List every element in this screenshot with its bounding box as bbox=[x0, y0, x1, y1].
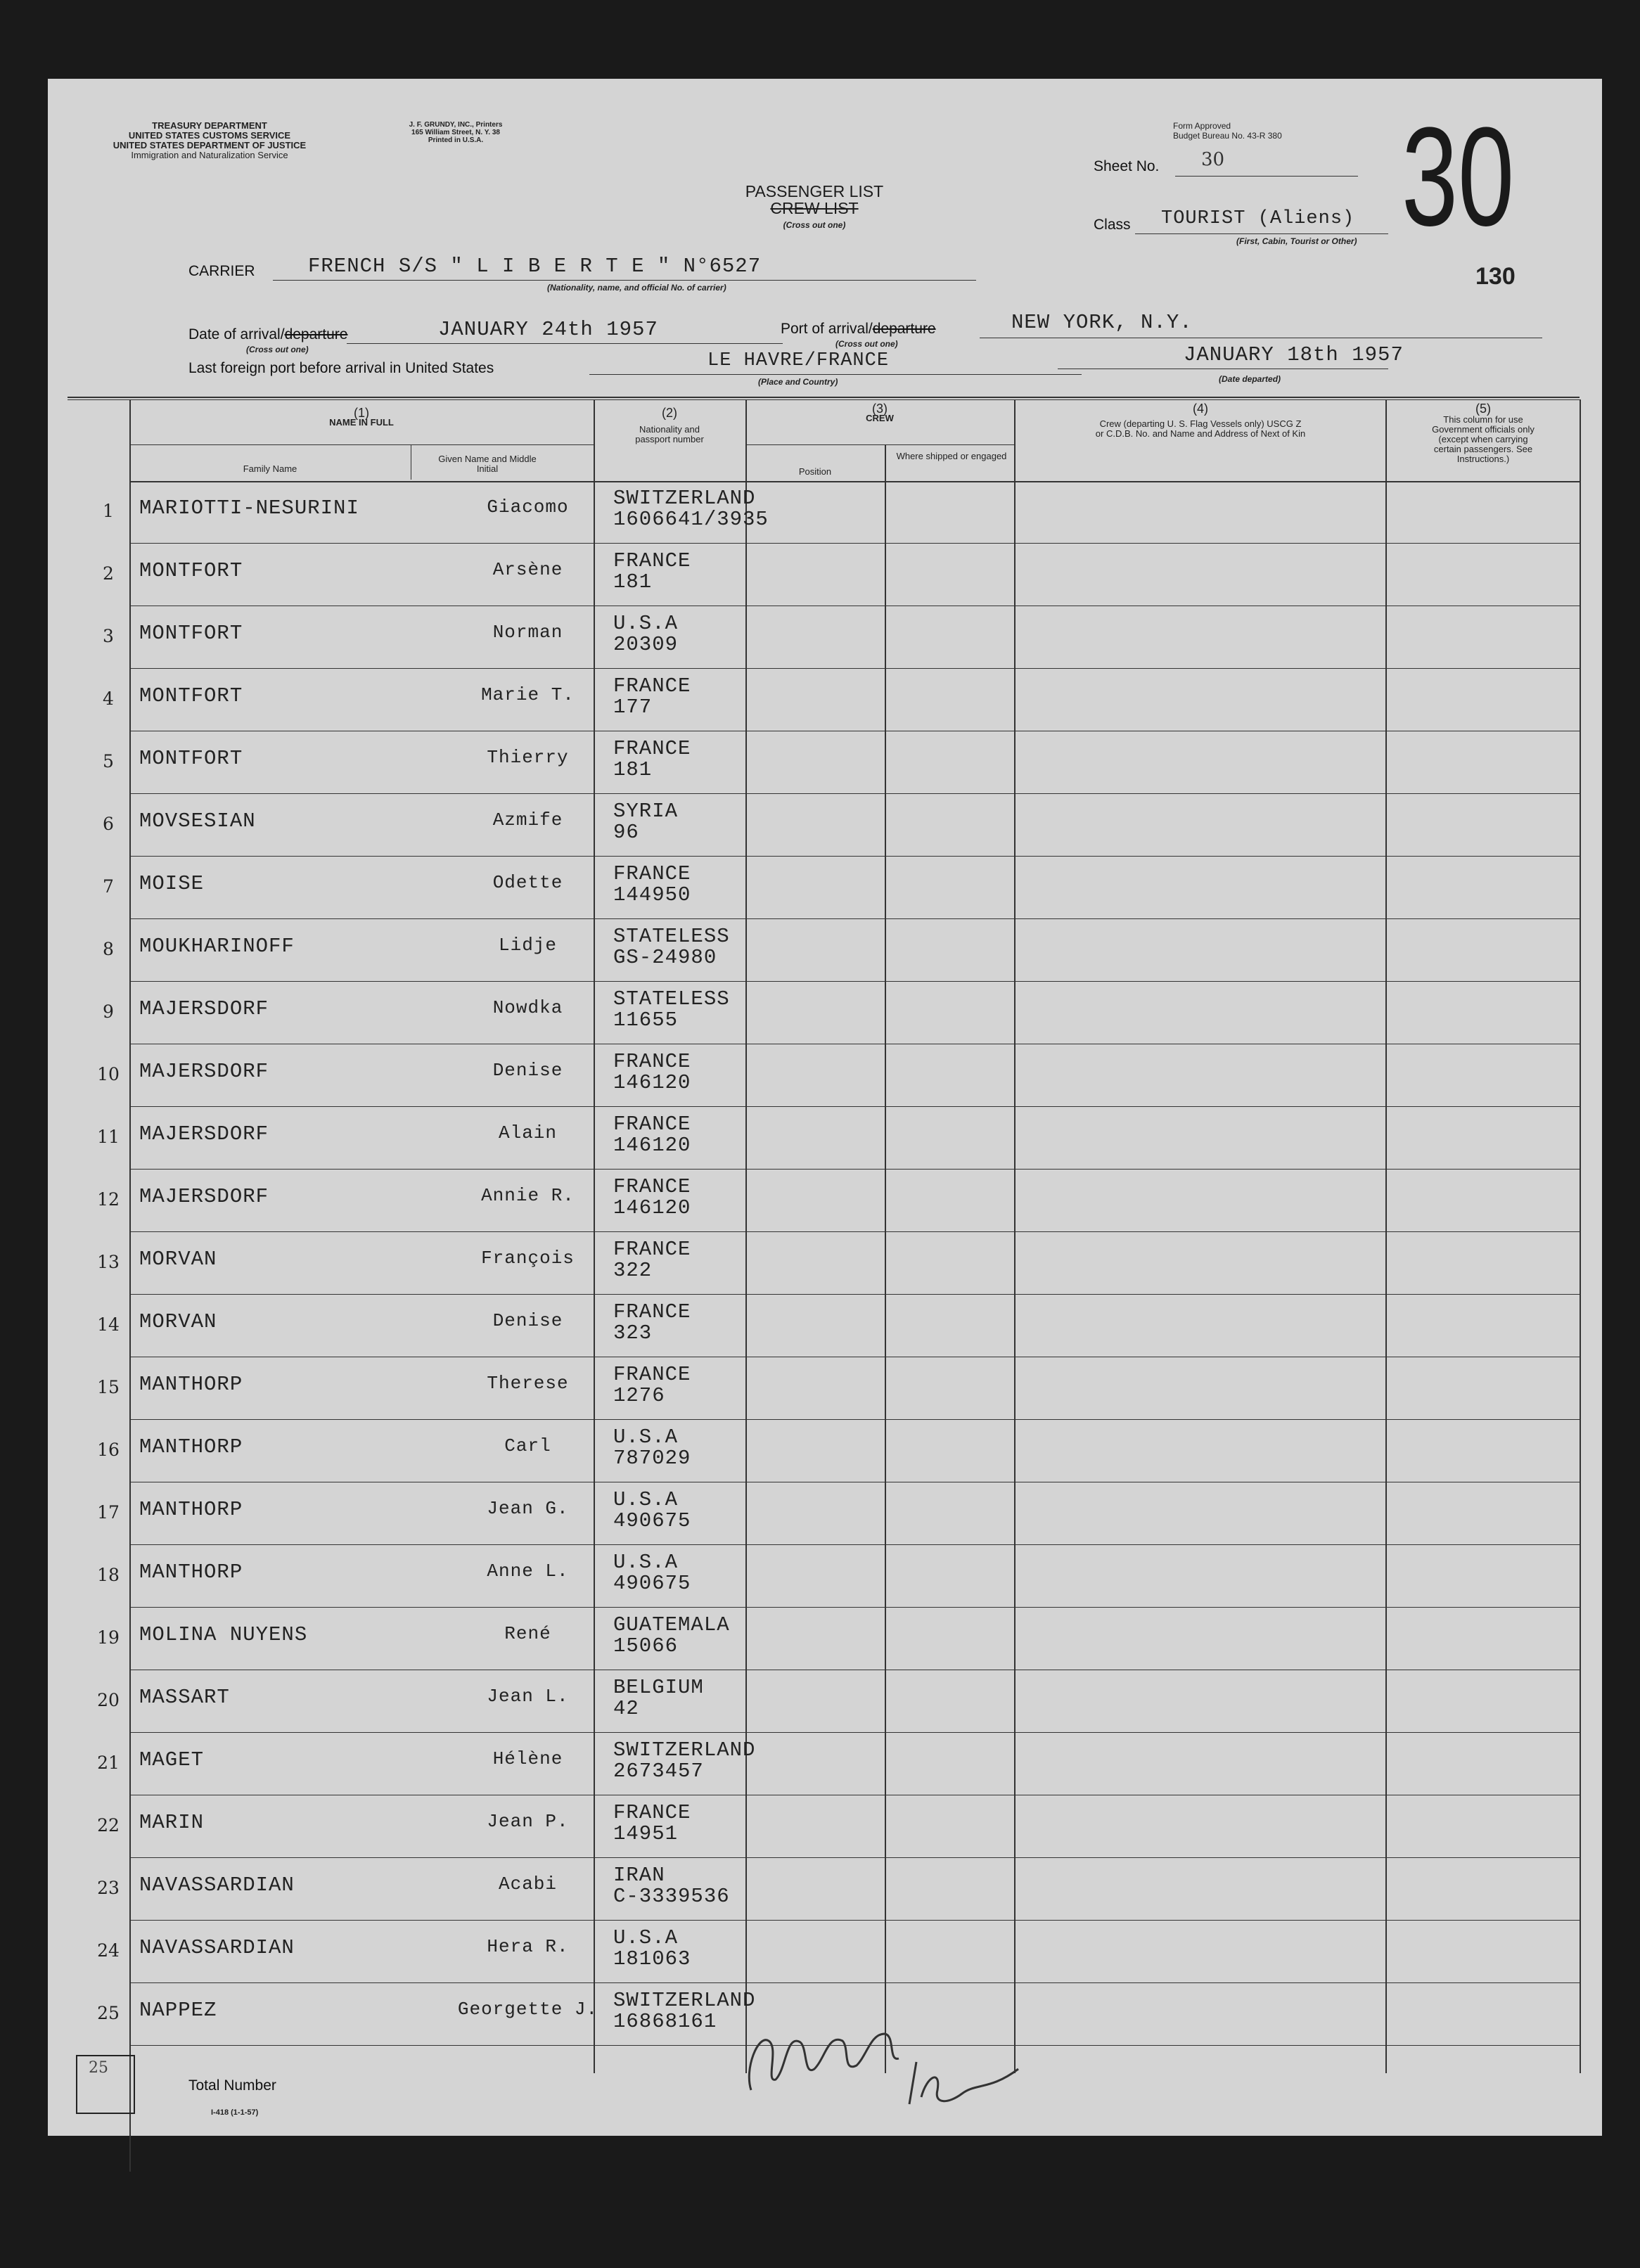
agency-line: UNITED STATES DEPARTMENT OF JUSTICE bbox=[113, 140, 307, 150]
last-port-line bbox=[589, 374, 1082, 375]
table-row bbox=[48, 1295, 1602, 1357]
given-name: Jean L. bbox=[487, 1686, 569, 1707]
row-number: 17 bbox=[97, 1502, 120, 1523]
passport-number: 11655 bbox=[613, 1008, 679, 1032]
table-row bbox=[48, 544, 1602, 606]
port-label-b: departure bbox=[872, 321, 936, 337]
given-name: Thierry bbox=[487, 747, 569, 768]
passport-number: 96 bbox=[613, 821, 639, 844]
passport-number: 15066 bbox=[613, 1634, 679, 1658]
form-approved-line: Budget Bureau No. 43-R 380 bbox=[1173, 131, 1282, 141]
arrival-port-caption: (Cross out one) bbox=[835, 339, 898, 349]
family-name: NAPPEZ bbox=[139, 1999, 217, 2022]
printer-line: 165 William Street, N. Y. 38 bbox=[411, 129, 500, 136]
family-name: MONTFORT bbox=[139, 559, 243, 582]
nationality: U.S.A bbox=[613, 612, 679, 635]
arrival-date-line bbox=[347, 343, 783, 344]
passport-number: 146120 bbox=[613, 1071, 691, 1094]
row-number: 8 bbox=[103, 939, 114, 959]
table-row bbox=[48, 1170, 1602, 1232]
table-row bbox=[48, 982, 1602, 1044]
passport-number: 323 bbox=[613, 1321, 653, 1345]
manifest-sheet bbox=[48, 79, 1602, 2136]
table-row bbox=[48, 1858, 1602, 1921]
arrival-date-label bbox=[188, 326, 347, 343]
crew-list-title: CREW LIST bbox=[770, 199, 859, 217]
table-row bbox=[48, 1670, 1602, 1733]
given-name: Lidje bbox=[498, 935, 557, 956]
family-name: MASSART bbox=[139, 1686, 230, 1709]
passport-number: 1606641/3935 bbox=[613, 508, 769, 531]
table-row bbox=[48, 606, 1602, 669]
arrival-label-b: departure bbox=[284, 326, 348, 342]
given-name: Acabi bbox=[498, 1873, 557, 1895]
nationality: FRANCE bbox=[613, 1363, 691, 1386]
family-name: MOISE bbox=[139, 872, 205, 895]
page-stamp: 130 bbox=[1475, 263, 1516, 290]
family-name: MONTFORT bbox=[139, 747, 243, 770]
row-number: 20 bbox=[97, 1690, 120, 1710]
col3-num: (3) bbox=[872, 402, 888, 416]
nationality: FRANCE bbox=[613, 1175, 691, 1198]
nationality: FRANCE bbox=[613, 1300, 691, 1324]
arrival-port-value: NEW YORK, N.Y. bbox=[1011, 311, 1193, 334]
passport-number: 322 bbox=[613, 1259, 653, 1282]
printer-line: Printed in U.S.A. bbox=[428, 136, 484, 144]
passport-number: 490675 bbox=[613, 1572, 691, 1595]
col2-title: Nationality and passport number bbox=[635, 424, 704, 444]
total-label: Total Number bbox=[188, 2077, 276, 2094]
col4-header bbox=[1016, 404, 1385, 439]
passport-number: 181063 bbox=[613, 1947, 691, 1971]
row-number: 7 bbox=[103, 876, 114, 897]
nationality: FRANCE bbox=[613, 737, 691, 760]
nationality: GUATEMALA bbox=[613, 1613, 730, 1636]
arrival-label-a: Date of arrival/ bbox=[188, 326, 285, 342]
row-number: 11 bbox=[97, 1127, 120, 1147]
class-caption: (First, Cabin, Tourist or Other) bbox=[1236, 236, 1357, 246]
family-name: MAJERSDORF bbox=[139, 997, 269, 1020]
given-name: François bbox=[481, 1248, 575, 1269]
given-name: Azmife bbox=[492, 809, 563, 831]
form-code: I-418 (1-1-57) bbox=[211, 2108, 259, 2117]
col3-title: CREW bbox=[866, 413, 894, 423]
date-departed-caption: (Date departed) bbox=[1219, 374, 1281, 384]
given-name: Denise bbox=[492, 1310, 563, 1331]
given-name: René bbox=[504, 1623, 551, 1644]
family-name: MORVAN bbox=[139, 1310, 217, 1333]
table-row bbox=[48, 1232, 1602, 1295]
row-number: 19 bbox=[97, 1627, 120, 1648]
passport-number: 2673457 bbox=[613, 1760, 704, 1783]
col3-subrule bbox=[745, 444, 1014, 445]
family-name-header: Family Name bbox=[243, 463, 297, 474]
given-name: Therese bbox=[487, 1373, 569, 1394]
nationality: BELGIUM bbox=[613, 1676, 704, 1699]
passport-number: 14951 bbox=[613, 1822, 679, 1845]
nationality: FRANCE bbox=[613, 1113, 691, 1136]
given-name: Hera R. bbox=[487, 1936, 569, 1957]
table-row bbox=[48, 1733, 1602, 1795]
table-row bbox=[48, 731, 1602, 794]
row-number: 4 bbox=[103, 688, 114, 709]
table-row bbox=[48, 919, 1602, 982]
row-number: 23 bbox=[97, 1878, 120, 1898]
passport-number: 146120 bbox=[613, 1196, 691, 1219]
nationality: FRANCE bbox=[613, 549, 691, 572]
last-port-caption: (Place and Country) bbox=[758, 377, 838, 387]
nationality: FRANCE bbox=[613, 1238, 691, 1261]
col5-title: This column for use Government officials only (except when carrying certain passengers. See Instructions.) bbox=[1432, 414, 1535, 464]
class-value: TOURIST (Aliens) bbox=[1161, 208, 1355, 229]
carrier-label: CARRIER bbox=[188, 263, 255, 279]
table-row bbox=[48, 1420, 1602, 1482]
passport-number: 146120 bbox=[613, 1134, 691, 1157]
col1-title: NAME IN FULL bbox=[329, 417, 394, 428]
row-number: 25 bbox=[97, 2003, 120, 2023]
row-number: 2 bbox=[103, 563, 114, 584]
date-departed-value: JANUARY 18th 1957 bbox=[1184, 343, 1404, 366]
passport-number: 20309 bbox=[613, 633, 679, 656]
col3-header bbox=[745, 404, 1014, 423]
last-port-value: LE HAVRE/FRANCE bbox=[707, 350, 890, 371]
row-number: 15 bbox=[97, 1377, 120, 1397]
table-row bbox=[48, 857, 1602, 919]
given-name: Carl bbox=[504, 1435, 551, 1456]
list-title-note: (Cross out one) bbox=[783, 220, 846, 230]
sheet-no-line bbox=[1175, 176, 1358, 177]
row-number: 1 bbox=[103, 501, 114, 521]
nationality: FRANCE bbox=[613, 674, 691, 698]
form-approved-line: Form Approved bbox=[1173, 121, 1231, 131]
row-number: 21 bbox=[97, 1753, 120, 1773]
table-row bbox=[48, 1608, 1602, 1670]
family-name: MONTFORT bbox=[139, 684, 243, 707]
row-number: 6 bbox=[103, 814, 114, 834]
nationality: U.S.A bbox=[613, 1425, 679, 1449]
passport-number: 177 bbox=[613, 696, 653, 719]
carrier-caption: (Nationality, name, and official No. of carrier) bbox=[547, 283, 726, 293]
col5-header bbox=[1387, 404, 1580, 464]
passport-number: 16868161 bbox=[613, 2010, 717, 2033]
table-row bbox=[48, 1482, 1602, 1545]
passport-number: 490675 bbox=[613, 1509, 691, 1532]
nationality: U.S.A bbox=[613, 1551, 679, 1574]
family-name: MOVSESIAN bbox=[139, 809, 256, 833]
family-name: NAVASSARDIAN bbox=[139, 1936, 295, 1959]
row-number: 16 bbox=[97, 1440, 120, 1460]
table-row bbox=[48, 1107, 1602, 1170]
class-label: Class bbox=[1094, 217, 1131, 233]
list-title bbox=[681, 183, 948, 233]
family-name: MANTHORP bbox=[139, 1561, 243, 1584]
sheet-no-value: 30 bbox=[1201, 149, 1225, 170]
given-name: Odette bbox=[492, 872, 563, 893]
passenger-list-title: PASSENGER LIST bbox=[745, 182, 884, 200]
col5-num: (5) bbox=[1475, 402, 1491, 416]
given-name: Jean G. bbox=[487, 1498, 569, 1519]
sheet-no-label: Sheet No. bbox=[1094, 158, 1160, 174]
printer-line: J. F. GRUNDY, INC., Printers bbox=[409, 121, 503, 129]
given-name-header: Given Name and Middle Initial bbox=[438, 454, 537, 474]
family-name: MAGET bbox=[139, 1748, 205, 1772]
family-name: MONTFORT bbox=[139, 622, 243, 645]
where-shipped-header: Where shipped or engaged bbox=[896, 451, 1007, 461]
table-row bbox=[48, 481, 1602, 544]
passenger-rows bbox=[48, 481, 1602, 2077]
given-name: Anne L. bbox=[487, 1561, 569, 1582]
printer-info bbox=[368, 121, 544, 144]
handwritten-signature bbox=[737, 1992, 1061, 2132]
row-number: 12 bbox=[97, 1189, 120, 1210]
table-row bbox=[48, 1921, 1602, 1983]
total-value: 25 bbox=[89, 2059, 108, 2077]
family-name: MAJERSDORF bbox=[139, 1185, 269, 1208]
family-name: MOLINA NUYENS bbox=[139, 1623, 308, 1646]
given-name: Alain bbox=[498, 1122, 557, 1143]
sheet-stamp-number: 30 bbox=[1402, 98, 1515, 255]
passport-number: 1276 bbox=[613, 1384, 665, 1407]
arrival-port-label bbox=[781, 321, 936, 338]
col4-num: (4) bbox=[1193, 402, 1208, 416]
row-number: 24 bbox=[97, 1940, 120, 1961]
given-name: Hélène bbox=[492, 1748, 563, 1769]
table-row bbox=[48, 1357, 1602, 1420]
carrier-value: FRENCH S/S " L I B E R T E " N°6527 bbox=[308, 255, 762, 278]
nationality: U.S.A bbox=[613, 1926, 679, 1949]
given-name: Marie T. bbox=[481, 684, 575, 705]
given-name: Norman bbox=[492, 622, 563, 643]
table-row bbox=[48, 669, 1602, 731]
passport-number: 181 bbox=[613, 570, 653, 594]
nationality: STATELESS bbox=[613, 987, 730, 1011]
nationality: STATELESS bbox=[613, 925, 730, 948]
agency-line: Immigration and Naturalization Service bbox=[131, 150, 288, 160]
nationality: FRANCE bbox=[613, 862, 691, 885]
row-number: 14 bbox=[97, 1314, 120, 1335]
form-approved bbox=[1173, 121, 1356, 141]
passport-number: C-3339536 bbox=[613, 1885, 730, 1908]
nationality: SWITZERLAND bbox=[613, 487, 756, 510]
family-name: MANTHORP bbox=[139, 1435, 243, 1459]
row-number: 5 bbox=[103, 751, 114, 771]
given-name: Georgette J. bbox=[457, 1999, 598, 2020]
nationality: SWITZERLAND bbox=[613, 1989, 756, 2012]
row-number: 9 bbox=[103, 1001, 114, 1022]
nationality: SWITZERLAND bbox=[613, 1738, 756, 1762]
given-name: Arsène bbox=[492, 559, 563, 580]
last-port-label: Last foreign port before arrival in United States bbox=[188, 360, 494, 376]
table-row bbox=[48, 1044, 1602, 1107]
nationality: U.S.A bbox=[613, 1488, 679, 1511]
row-number: 22 bbox=[97, 1815, 120, 1835]
arrival-date-value: JANUARY 24th 1957 bbox=[438, 318, 658, 341]
family-name: NAVASSARDIAN bbox=[139, 1873, 295, 1897]
row-number: 10 bbox=[97, 1064, 120, 1084]
nationality: FRANCE bbox=[613, 1050, 691, 1073]
nationality: IRAN bbox=[613, 1864, 665, 1887]
family-name: MOUKHARINOFF bbox=[139, 935, 295, 958]
nationality: SYRIA bbox=[613, 800, 679, 823]
family-name: MORVAN bbox=[139, 1248, 217, 1271]
row-number: 18 bbox=[97, 1565, 120, 1585]
family-name: MANTHORP bbox=[139, 1498, 243, 1521]
position-header: Position bbox=[798, 466, 832, 477]
row-number: 3 bbox=[103, 626, 114, 646]
table-top-rule-2 bbox=[68, 399, 1580, 400]
family-name: MAJERSDORF bbox=[139, 1060, 269, 1083]
class-line bbox=[1135, 233, 1388, 234]
given-name: Nowdka bbox=[492, 997, 563, 1018]
table-row bbox=[48, 1795, 1602, 1858]
col4-title: Crew (departing U. S. Flag Vessels only) USCG Z or C.D.B. No. and Name and Address of Next of Kin bbox=[1095, 418, 1306, 439]
passport-number: GS-24980 bbox=[613, 946, 717, 969]
given-name: Annie R. bbox=[481, 1185, 575, 1206]
carrier-line bbox=[273, 280, 976, 281]
agency-line: UNITED STATES CUSTOMS SERVICE bbox=[128, 130, 291, 141]
col1-header bbox=[129, 408, 594, 428]
table-row bbox=[48, 794, 1602, 857]
col1-num: (1) bbox=[354, 406, 369, 420]
table-top-rule bbox=[68, 397, 1580, 398]
family-name: MAJERSDORF bbox=[139, 1122, 269, 1146]
row-number: 13 bbox=[97, 1252, 120, 1272]
col1-subrule bbox=[129, 444, 594, 445]
given-name: Denise bbox=[492, 1060, 563, 1081]
passport-number: 144950 bbox=[613, 883, 691, 906]
family-name: MANTHORP bbox=[139, 1373, 243, 1396]
family-name: MARIOTTI-NESURINI bbox=[139, 496, 359, 520]
passport-number: 181 bbox=[613, 758, 653, 781]
agency-header bbox=[62, 121, 357, 160]
nationality: FRANCE bbox=[613, 1801, 691, 1824]
passport-number: 787029 bbox=[613, 1447, 691, 1470]
col2-header bbox=[594, 408, 745, 444]
given-name: Giacomo bbox=[487, 496, 569, 518]
table-row bbox=[48, 1545, 1602, 1608]
arrival-date-caption: (Cross out one) bbox=[246, 345, 309, 354]
col2-num: (2) bbox=[662, 406, 677, 420]
given-name: Jean P. bbox=[487, 1811, 569, 1832]
passport-number: 42 bbox=[613, 1697, 639, 1720]
port-label-a: Port of arrival/ bbox=[781, 321, 873, 337]
family-name: MARIN bbox=[139, 1811, 205, 1834]
agency-line: TREASURY DEPARTMENT bbox=[152, 120, 267, 131]
